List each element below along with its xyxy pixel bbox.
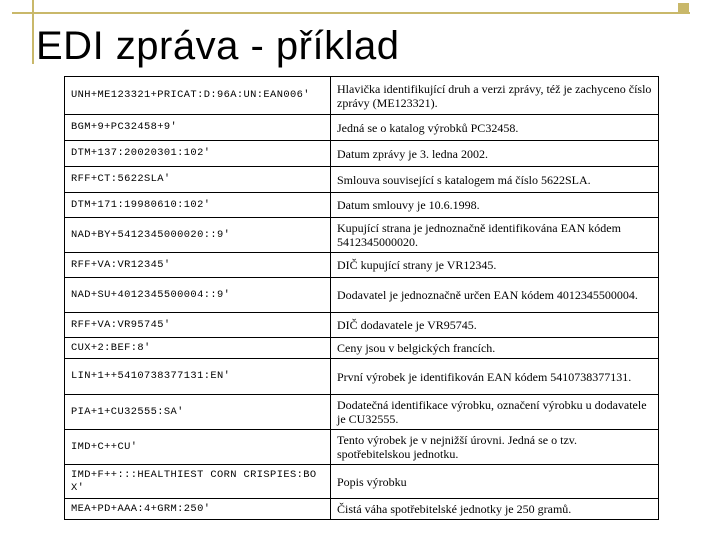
decorative-square: [678, 3, 689, 14]
segment-description: Datum smlouvy je 10.6.1998.: [331, 193, 659, 218]
table-row: [65, 193, 659, 218]
edi-segment: NAD+SU+4012345500004::9': [65, 278, 331, 313]
table-row: [65, 218, 659, 253]
segment-description: Hlavička identifikující druh a verzi zprávy, též je zachyceno číslo zprávy (ME123321).: [331, 77, 659, 115]
segment-description: DIČ dodavatele je VR95745.: [331, 313, 659, 338]
edi-message-table: [64, 76, 659, 520]
segment-description: Dodavatel je jednoznačně určen EAN kódem 4012345500004.: [331, 278, 659, 313]
table-row: [65, 359, 659, 395]
table-row: [65, 430, 659, 465]
table-row: [65, 499, 659, 520]
segment-description: Dodatečná identifikace výrobku, označení výrobku u dodavatele je CU32555.: [331, 395, 659, 430]
segment-description: Smlouva související s katalogem má číslo 5622SLA.: [331, 167, 659, 193]
edi-segment: MEA+PD+AAA:4+GRM:250': [65, 499, 331, 520]
segment-description: Tento výrobek je v nejnižší úrovni. Jedná se o tzv. spotřebitelskou jednotku.: [331, 430, 659, 465]
segment-description: Jedná se o katalog výrobků PC32458.: [331, 115, 659, 141]
table-row: [65, 115, 659, 141]
slide-title: EDI zpráva - příklad: [36, 24, 400, 68]
segment-description: Čistá váha spotřebitelské jednotky je 250 gramů.: [331, 499, 659, 520]
decorative-top-line: [12, 12, 690, 14]
table-row: [65, 278, 659, 313]
table-row: [65, 141, 659, 167]
table-row: [65, 167, 659, 193]
table-row: [65, 338, 659, 359]
edi-segment: LIN+1++5410738377131:EN': [65, 359, 331, 395]
table-row: [65, 395, 659, 430]
edi-segment: RFF+VA:VR12345': [65, 253, 331, 278]
segment-description: Ceny jsou v belgických francích.: [331, 338, 659, 359]
edi-segment: UNH+ME123321+PRICAT:D:96A:UN:EAN006': [65, 77, 331, 115]
edi-segment: CUX+2:BEF:8': [65, 338, 331, 359]
segment-description: Datum zprávy je 3. ledna 2002.: [331, 141, 659, 167]
segment-description: DIČ kupující strany je VR12345.: [331, 253, 659, 278]
edi-segment: DTM+137:20020301:102': [65, 141, 331, 167]
table-row: [65, 77, 659, 115]
table-row: [65, 313, 659, 338]
edi-segment: NAD+BY+5412345000020::9': [65, 218, 331, 253]
segment-description: Popis výrobku: [331, 465, 659, 499]
edi-segment: IMD+C++CU': [65, 430, 331, 465]
edi-segment: RFF+CT:5622SLA': [65, 167, 331, 193]
segment-description: Kupující strana je jednoznačně identifikována EAN kódem 5412345000020.: [331, 218, 659, 253]
edi-segment: BGM+9+PC32458+9': [65, 115, 331, 141]
table-row: [65, 253, 659, 278]
edi-segment: RFF+VA:VR95745': [65, 313, 331, 338]
decorative-left-line: [32, 0, 34, 64]
table-row: [65, 465, 659, 499]
edi-segment: IMD+F++:::HEALTHIEST CORN CRISPIES:BOX': [65, 465, 331, 499]
edi-segment: PIA+1+CU32555:SA': [65, 395, 331, 430]
edi-segment: DTM+171:19980610:102': [65, 193, 331, 218]
segment-description: První výrobek je identifikován EAN kódem 5410738377131.: [331, 359, 659, 395]
